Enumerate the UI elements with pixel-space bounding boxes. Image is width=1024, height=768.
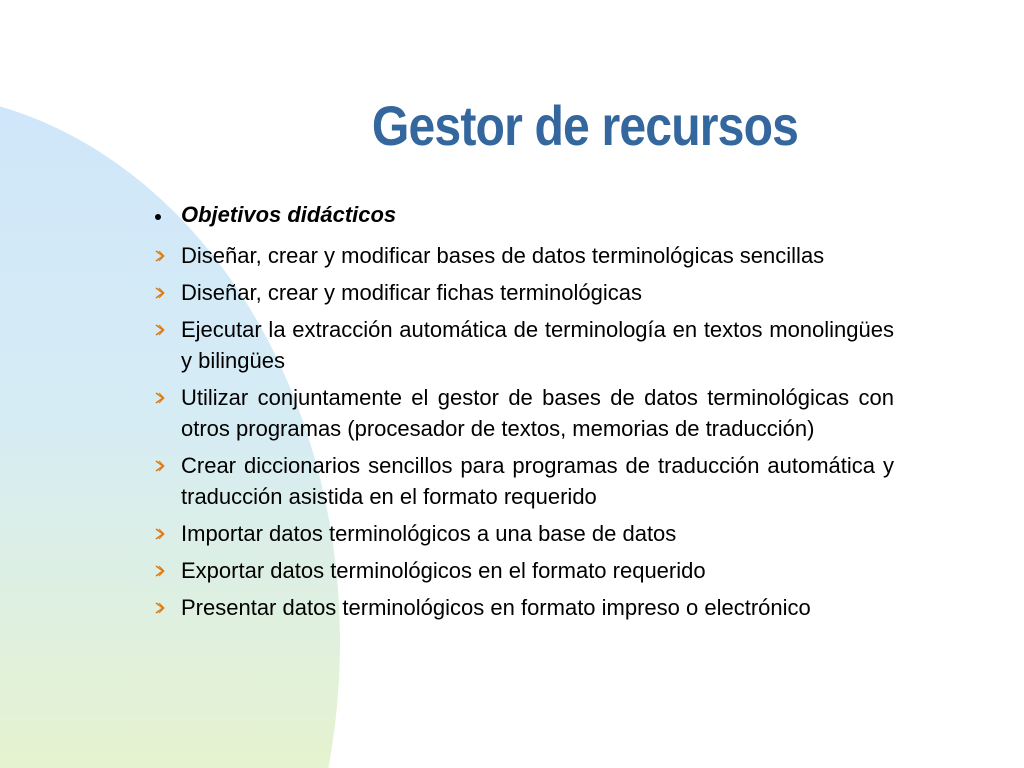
list-item-text: Diseñar, crear y modificar fichas terminológicas xyxy=(181,280,642,305)
objectives-heading xyxy=(152,199,894,230)
arrowhead-bullet-icon xyxy=(155,392,165,404)
list-item-text: Presentar datos terminológicos en formato impreso o electrónico xyxy=(181,595,811,620)
slide-title: Gestor de recursos xyxy=(371,94,799,157)
list-item-text: Ejecutar la extracción automática de terminología en textos monolingües y bilingües xyxy=(181,317,894,373)
arrowhead-bullet-icon xyxy=(155,528,165,540)
list-item xyxy=(152,518,894,549)
list-item xyxy=(152,382,894,444)
arrowhead-bullet-icon xyxy=(155,565,165,577)
list-item-text: Crear diccionarios sencillos para programas de traducción automática y traducción asistida en el formato requerido xyxy=(181,453,894,509)
arrowhead-bullet-icon xyxy=(155,602,165,614)
list-item xyxy=(152,450,894,512)
list-item-text: Exportar datos terminológicos en el formato requerido xyxy=(181,558,706,583)
list-item xyxy=(152,277,894,308)
arrowhead-bullet-icon xyxy=(155,324,165,336)
objectives-heading-text: Objetivos didácticos xyxy=(181,202,397,227)
arrowhead-bullet-icon xyxy=(155,250,165,262)
list-item-text: Importar datos terminológicos a una base de datos xyxy=(181,521,677,546)
list-item xyxy=(152,592,894,623)
objectives-list xyxy=(152,240,894,623)
list-item xyxy=(152,555,894,586)
list-item-text: Diseñar, crear y modificar bases de datos terminológicas sencillas xyxy=(181,243,825,268)
list-item-text: Utilizar conjuntamente el gestor de bases de datos terminológicas con otros programas (procesador de textos, memorias de traducción) xyxy=(181,385,894,441)
arrowhead-bullet-icon xyxy=(155,287,165,299)
arrowhead-bullet-icon xyxy=(155,460,165,472)
slide-content xyxy=(152,199,894,629)
list-item xyxy=(152,314,894,376)
dot-bullet-icon xyxy=(155,214,161,220)
list-item xyxy=(152,240,894,271)
